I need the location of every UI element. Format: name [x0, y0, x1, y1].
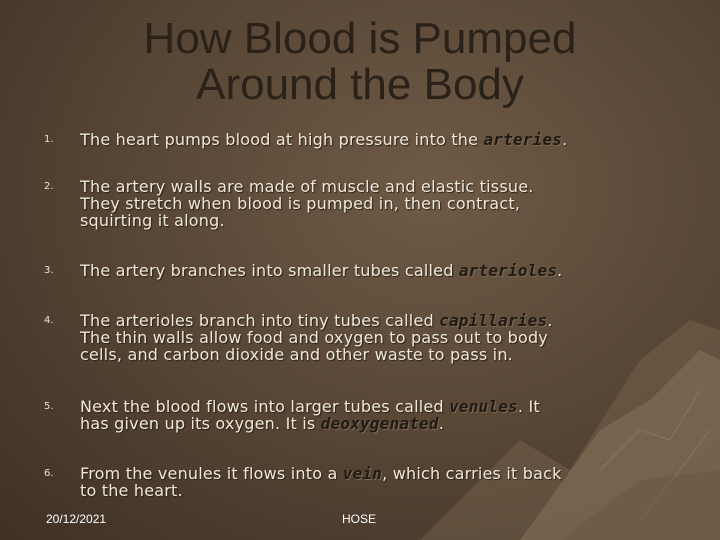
item-text: [80, 312, 680, 363]
text-segment: They stretch when blood is pumped in, then contract,: [80, 194, 521, 213]
keyword: vein: [342, 464, 383, 483]
text-segment: .: [557, 261, 563, 280]
item-text: [80, 131, 680, 148]
text-segment: has given up its oxygen. It is: [80, 414, 321, 433]
text-segment: The heart pumps blood at high pressure into the: [80, 130, 484, 149]
keyword: deoxygenated: [320, 414, 439, 433]
title-line-1: How Blood is Pumped: [143, 14, 577, 63]
text-segment: .: [547, 311, 553, 330]
item-text-line: [80, 212, 680, 229]
keyword: capillaries: [439, 311, 548, 330]
item-text: [80, 262, 680, 279]
item-text: [80, 398, 680, 432]
keyword: venules: [449, 397, 518, 416]
slide-title: [60, 16, 660, 108]
text-segment: .: [562, 130, 568, 149]
text-segment: squirting it along.: [80, 211, 225, 230]
item-number: 2.: [44, 181, 54, 192]
text-segment: The artery branches into smaller tubes called: [80, 261, 459, 280]
keyword: arteries: [483, 130, 563, 149]
footer-center-text: HOSE: [342, 512, 377, 526]
text-segment: From the venules it flows into a: [80, 464, 343, 483]
text-segment: .: [438, 414, 445, 433]
item-text-line: [80, 415, 680, 432]
item-number: 4.: [44, 315, 54, 326]
text-segment: Next the blood flows into larger tubes called: [80, 397, 450, 416]
item-number: 6.: [44, 468, 54, 479]
item-text-line: [80, 178, 680, 195]
item-number: 3.: [44, 265, 54, 276]
item-text-line: [80, 262, 680, 279]
item-text-line: [80, 195, 680, 212]
item-text: [80, 465, 680, 499]
item-text-line: [80, 482, 680, 499]
item-number: 1.: [44, 134, 54, 145]
text-segment: The artery walls are made of muscle and elastic tissue.: [80, 177, 534, 196]
title-line-2: Around the Body: [196, 60, 524, 109]
text-segment: The arterioles branch into tiny tubes called: [80, 311, 440, 330]
item-text-line: [80, 329, 680, 346]
item-text-line: [80, 346, 680, 363]
text-segment: . It: [517, 397, 540, 416]
item-text-line: [80, 131, 680, 148]
text-segment: , which carries it back: [382, 464, 562, 483]
item-text: [80, 178, 680, 229]
item-text-line: [80, 465, 680, 482]
keyword: arterioles: [458, 261, 558, 280]
footer-date: 20/12/2021: [46, 512, 107, 526]
item-text-line: [80, 312, 680, 329]
item-text-line: [80, 398, 680, 415]
text-segment: The thin walls allow food and oxygen to pass out to body: [80, 328, 548, 347]
item-number: 5.: [44, 401, 54, 412]
text-segment: to the heart.: [80, 481, 183, 500]
text-segment: cells, and carbon dioxide and other waste to pass in.: [80, 345, 513, 364]
